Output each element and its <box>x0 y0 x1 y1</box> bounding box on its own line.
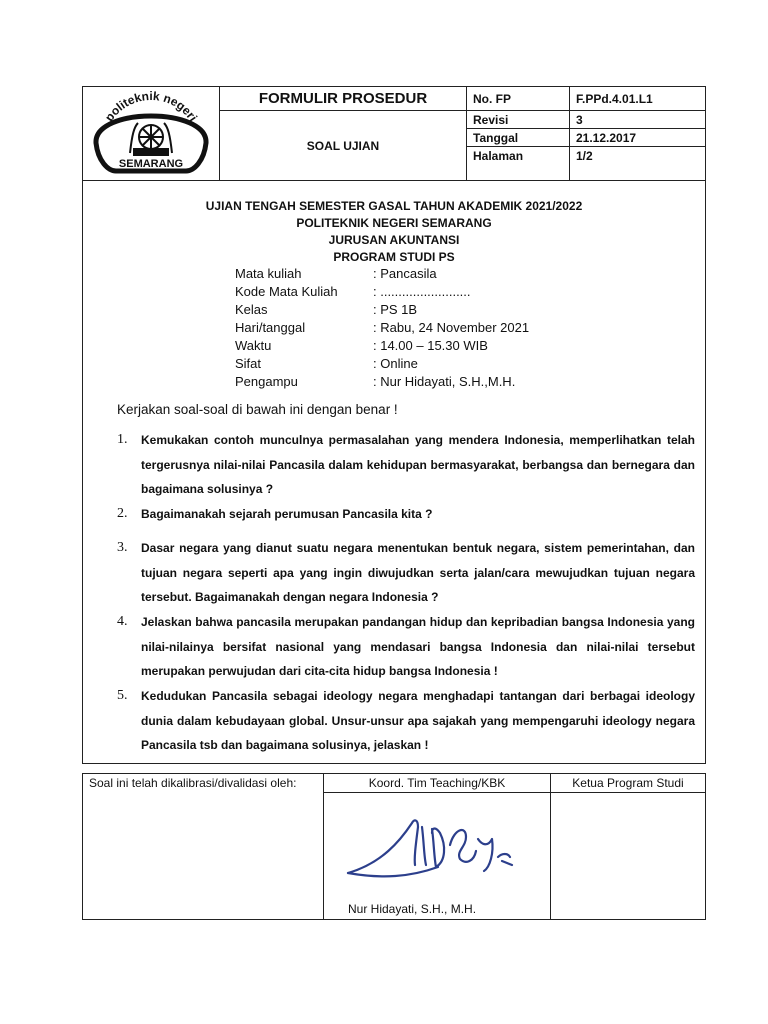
info-label: Mata kuliah <box>235 266 302 281</box>
info-label: Kelas <box>235 302 268 317</box>
form-subtitle: SOAL UJIAN <box>220 111 467 181</box>
question-text: Kedudukan Pancasila sebagai ideology negara menghadapi tantangan dari berbagai ideology dunia dalam kebudayaan global. Unsur-unsur apa sajakah yang mempengaruhi ideology negara Pancasila tsb dan bagaimana solusinya, jelaskan ! <box>141 689 695 752</box>
question-number: 1. <box>117 432 128 447</box>
exam-heading-line: JURUSAN AKUNTANSI <box>328 233 460 247</box>
logo-top-text: politeknik negeri <box>101 89 201 125</box>
info-label: Waktu <box>235 338 272 353</box>
meta-value-tanggal: 21.12.2017 <box>570 129 706 147</box>
question-number: 2. <box>117 506 128 521</box>
question-text: Kemukakan contoh munculnya permasalahan yang mendera Indonesia, memperlihatkan telah tergerusnya nilai-nilai Pancasila dalam kehidupan bermasyarakat, berbangsa dan bernegara dan bagaimana solusinya ? <box>141 433 695 496</box>
exam-heading-line: POLITEKNIK NEGERI SEMARANG <box>296 216 492 230</box>
logo-emblem <box>130 123 172 155</box>
logo-bottom-text: SEMARANG <box>118 158 184 170</box>
info-value: : Pancasila <box>373 266 437 281</box>
meta-value-no-fp: F.PPd.4.01.L1 <box>570 87 706 111</box>
exam-heading-line: UJIAN TENGAH SEMESTER GASAL TAHUN AKADEMIK 2021/2022 <box>205 199 583 213</box>
logo-cell <box>83 87 220 181</box>
question-text: Jelaskan bahwa pancasila merupakan pandangan hidup dan kepribadian bangsa Indonesia yang nilai-nilainya bersifat nasional yang mendasari bangsa Indonesia dan nilai-nilai tersebut merupakan perwujudan dari cita-cita hidup bangsa Indonesia ! <box>141 615 695 678</box>
meta-value-halaman: 1/2 <box>570 147 706 181</box>
question-text: Bagaimanakah sejarah perumusan Pancasila kita ? <box>141 507 433 521</box>
coordinator-name: Nur Hidayati, S.H., M.H. <box>348 902 477 916</box>
polines-logo <box>90 89 212 175</box>
info-value: : Rabu, 24 November 2021 <box>373 320 530 335</box>
document-header <box>82 86 706 181</box>
info-value: : PS 1B <box>373 302 418 317</box>
info-label: Hari/tanggal <box>235 320 306 335</box>
validation-text: Soal ini telah dikalibrasi/divalidasi oleh: <box>83 774 324 920</box>
meta-value-revisi: 3 <box>570 111 706 129</box>
info-value: : ......................... <box>373 284 471 299</box>
signature-drawing <box>342 809 522 889</box>
info-label: Kode Mata Kuliah <box>235 284 338 299</box>
question-number: 5. <box>117 688 128 703</box>
info-value: : 14.00 – 15.30 WIB <box>373 338 488 353</box>
info-value: : Online <box>373 356 418 371</box>
head-signature-cell <box>551 793 706 920</box>
meta-label-halaman: Halaman <box>467 147 570 181</box>
head-header: Ketua Program Studi <box>551 774 706 793</box>
coordinator-signature-cell <box>324 793 551 920</box>
info-value: : Nur Hidayati, S.H.,M.H. <box>373 374 516 389</box>
meta-label-tanggal: Tanggal <box>467 129 570 147</box>
form-title: FORMULIR PROSEDUR <box>220 87 467 111</box>
svg-text:politeknik negeri <box>102 89 200 124</box>
question-number: 3. <box>117 540 128 555</box>
instruction-text: Kerjakan soal-soal di bawah ini dengan benar ! <box>117 402 398 417</box>
validation-table <box>82 773 706 920</box>
info-label: Pengampu <box>235 374 298 389</box>
question-text: Dasar negara yang dianut suatu negara menentukan bentuk negara, sistem pemerintahan, dan tujuan negara seperti apa yang ingin diwujudkan serta jalan/cara mewujudkan tujuan negara tersebut. Bagaimanakah dengan negara Indonesia ? <box>141 541 695 604</box>
question-number: 4. <box>117 614 128 629</box>
meta-label-no-fp: No. FP <box>467 87 570 111</box>
exam-body <box>82 180 706 764</box>
exam-heading-line: PROGRAM STUDI PS <box>333 250 455 264</box>
meta-label-revisi: Revisi <box>467 111 570 129</box>
info-label: Sifat <box>235 356 262 371</box>
coordinator-header: Koord. Tim Teaching/KBK <box>324 774 551 793</box>
